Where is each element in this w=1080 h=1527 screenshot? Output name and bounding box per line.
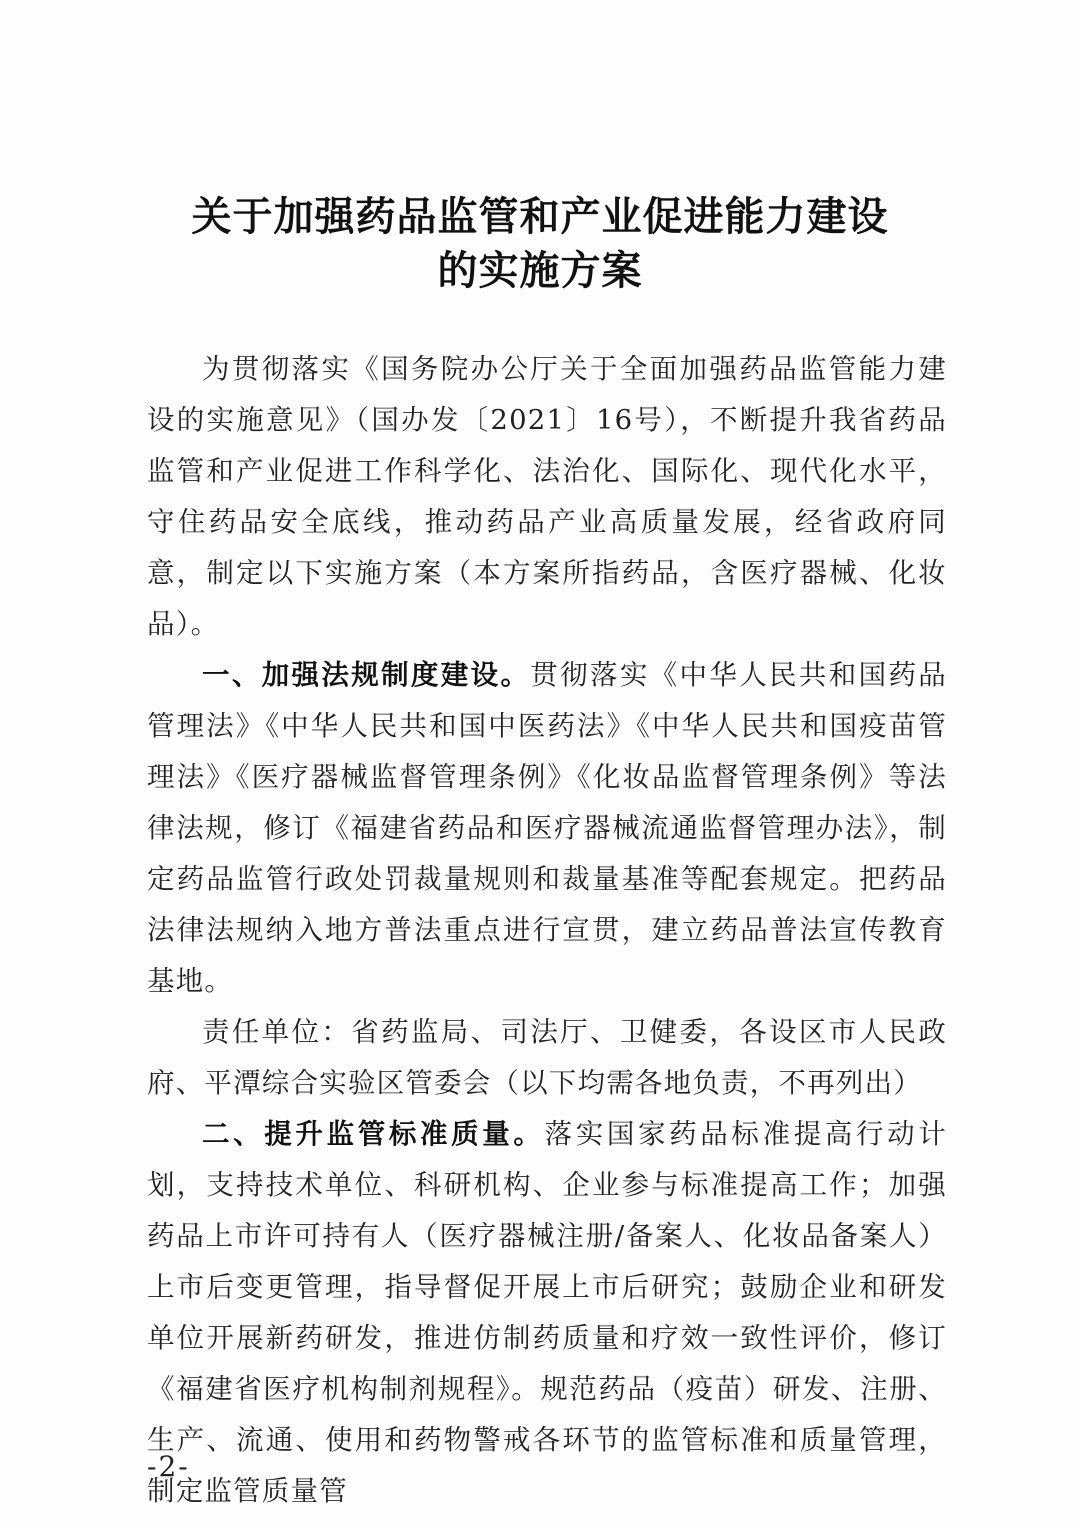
document-title-line-1: 关于加强药品监管和产业促进能力建设 [191,193,889,240]
document-body [147,344,947,1517]
section-1-paragraph [147,650,947,1007]
section-1-responsibility: 责任单位：省药监局、司法厅、卫健委，各设区市人民政府、平潭综合实验区管委会（以下均需各地负责，不再列出） [147,1016,947,1099]
section-2-paragraph [147,1109,947,1517]
intro-paragraph: 为贯彻落实《国务院办公厅关于全面加强药品监管能力建设的实施意见》（国办发〔2021〕16号），不断提升我省药品监管和产业促进工作科学化、法治化、国际化、现代化水平，守住药品安全底线，推动药品产业高质量发展，经省政府同意，制定以下实施方案（本方案所指药品，含医疗器械、化妆品）。 [147,353,947,640]
section-2-body: 落实国家药品标准提高行动计划，支持技术单位、科研机构、企业参与标准提高工作；加强药品上市许可持有人（医疗器械注册/备案人、化妆品备案人）上市后变更管理，指导督促开展上市后研究；鼓励企业和研发单位开展新药研发，推进仿制药质量和疗效一致性评价，修订《福建省医疗机构制剂规程》。规范药品（疫苗）研发、注册、生产、流通、使用和药物警戒各环节的监管标准和质量管理，制定监管质量管 [147,1118,947,1507]
page-number: -2- [147,1450,190,1483]
section-1-heading: 一、加强法规制度建设。 [202,659,531,691]
section-2-heading: 二、提升监管标准质量。 [202,1118,545,1150]
document-title-line-2: 的实施方案 [437,247,643,294]
section-1-body: 贯彻落实《中华人民共和国药品管理法》《中华人民共和国中医药法》《中华人民共和国疫苗管理法》《医疗器械监督管理条例》《化妆品监督管理条例》等法律法规，修订《福建省药品和医疗器械流通监督管理办法》，制定药品监管行政处罚裁量规则和裁量基准等配套规定。把药品法律法规纳入地方普法重点进行宣贯，建立药品普法宣传教育基地。 [147,659,947,997]
